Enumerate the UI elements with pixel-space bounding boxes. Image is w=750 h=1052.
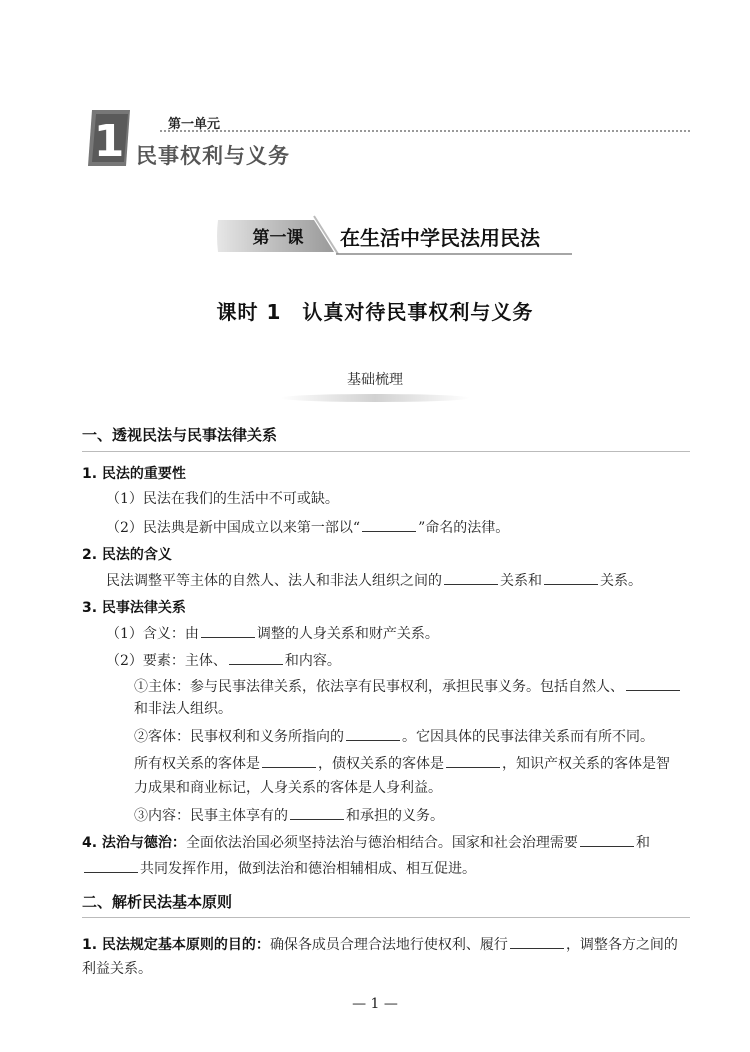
item-1-2-line-1: 民法调整平等主体的自然人、法人和非法人组织之间的 关系和 关系。 [106,570,642,590]
unit-divider [160,130,690,132]
blank[interactable] [580,832,634,847]
item-2-1-title: 1. 民法规定基本原则的目的： [82,937,270,953]
item-2-1-line-2: 利益关系。 [82,961,152,977]
item-1-3-line-1: （1）含义：由 调整的人身关系和财产关系。 [106,623,439,643]
item-1-3-sub-2: ②客体：民事权利和义务所指向的 。它因具体的民事法律关系而有所不同。 [134,726,654,746]
item-1-4-line-2: 共同发挥作用，做到法治和德治相辅相成、相互促进。 [82,858,476,878]
unit-number: 1 [93,116,125,167]
unit-label: 第一单元 [168,117,221,132]
period-title: 课时 1 认真对待民事权利与义务 [216,300,534,324]
item-1-3-line-2: （2）要素：主体、 和内容。 [106,650,341,670]
unit-number-badge [84,108,134,168]
section-2-title: 二、解析民法基本原则 [82,893,233,911]
item-1-3-sub-1-cont: 和非法人组织。 [134,701,232,717]
item-1-1-line-2: （2）民法典是新中国成立以来第一部以“ ”命名的法律。 [106,517,509,537]
page-number: — 1 — [352,996,398,1012]
item-1-4-title: 4. 法治与德治： [82,835,186,851]
blank[interactable] [346,726,400,741]
section-1-title: 一、透视民法与民事法律关系 [82,426,278,444]
blank[interactable] [544,570,598,585]
item-1-1-title: 1. 民法的重要性 [82,466,186,482]
basics-heading: 基础梳理 [347,372,403,388]
section-2-rule [82,917,690,918]
lesson-label: 第一课 [252,228,304,248]
item-2-1-line-1: 1. 民法规定基本原则的目的：确保各成员合理合法地行使权利、履行 ，调整各方之间的 [82,934,678,954]
blank[interactable] [444,570,498,585]
blank[interactable] [626,676,680,691]
blank[interactable] [84,858,138,873]
section-1-rule [82,451,690,452]
blank[interactable] [446,753,500,768]
item-1-3-sub-3: ③内容：民事主体享有的 和承担的义务。 [134,805,444,825]
item-1-4-line-1: 4. 法治与德治：全面依法治国必须坚持法治与德治相结合。国家和社会治理需要 和 [82,832,650,852]
basics-underline [280,394,470,402]
item-1-3-title: 3. 民事法律关系 [82,600,186,616]
blank[interactable] [229,650,283,665]
blank[interactable] [362,517,416,532]
item-1-3-sub-1: ①主体：参与民事法律关系，依法享有民事权利，承担民事义务。包括自然人、 [134,676,682,696]
item-1-2-title: 2. 民法的含义 [82,547,172,563]
blank[interactable] [510,934,564,949]
unit-title: 民事权利与义务 [136,144,290,168]
item-1-3-sub-2-cont: 所有权关系的客体是 ，债权关系的客体是 ，知识产权关系的客体是智 [134,753,670,773]
item-1-3-sub-2-cont-2: 力成果和商业标记，人身关系的客体是人身利益。 [134,780,442,796]
lesson-title: 在生活中学民法用民法 [340,226,540,250]
blank[interactable] [201,623,255,638]
item-1-1-line-1: （1）民法在我们的生活中不可或缺。 [106,491,339,507]
blank[interactable] [262,753,316,768]
blank[interactable] [290,805,344,820]
